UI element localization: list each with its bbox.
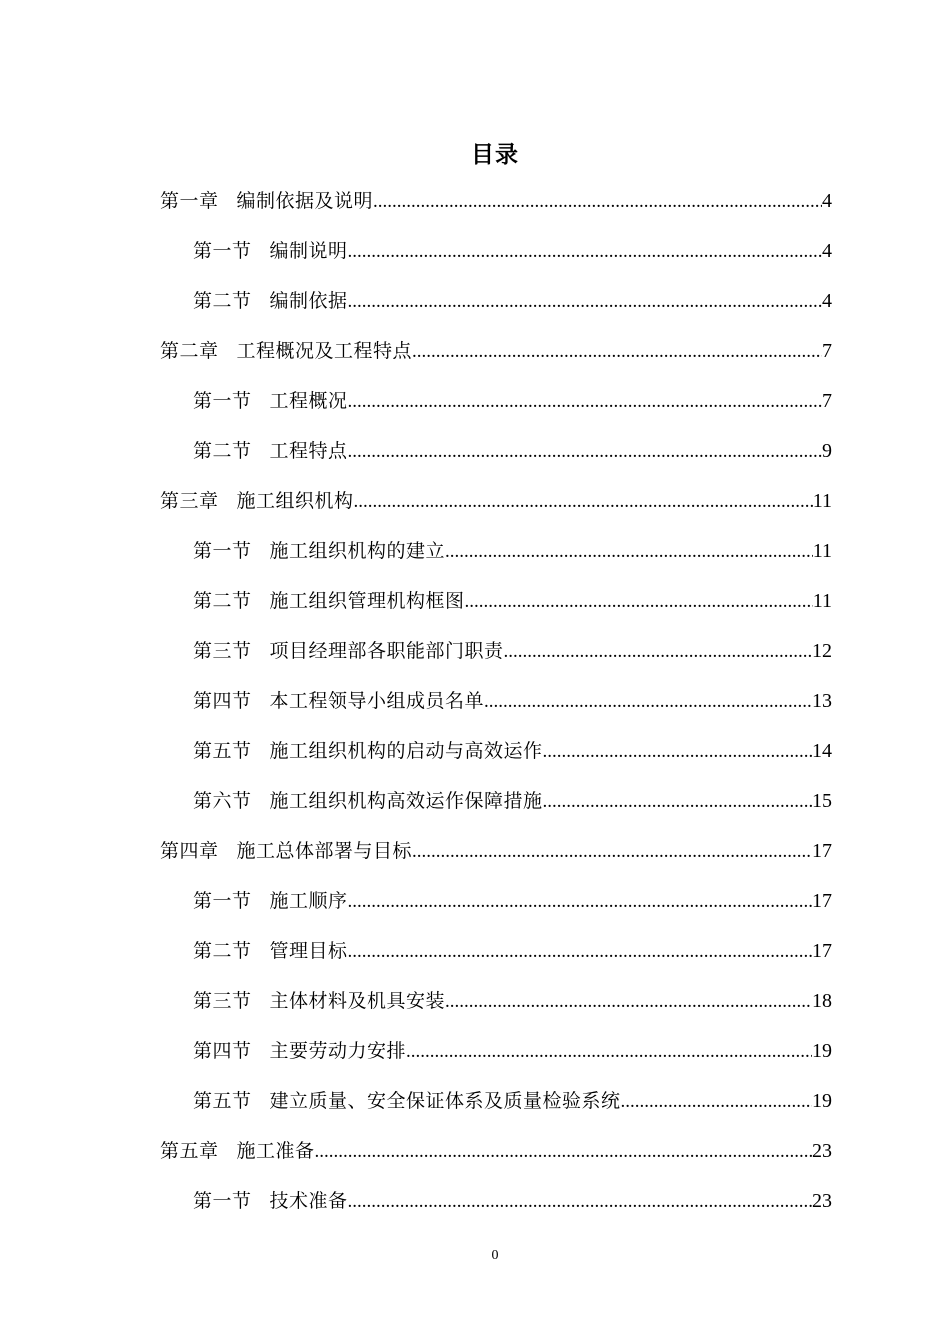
dot-leader bbox=[348, 377, 822, 427]
toc-entry-page: 19 bbox=[812, 1040, 832, 1062]
page-number: 0 bbox=[491, 1248, 499, 1263]
dot-leader bbox=[543, 727, 812, 777]
toc-entry-text: 工程特点 bbox=[269, 440, 348, 462]
toc-entry-text: 编制依据 bbox=[269, 290, 348, 312]
dot-leader bbox=[348, 927, 812, 977]
toc-entry-text: 编制依据及说明 bbox=[236, 190, 374, 212]
toc-entry-text: 施工准备 bbox=[236, 1140, 315, 1162]
toc-entry-number: 第一节 bbox=[193, 240, 252, 262]
toc-entry-number: 第三节 bbox=[193, 990, 252, 1012]
toc-entry-section[interactable] bbox=[0, 726, 950, 776]
toc-entry-page: 15 bbox=[812, 790, 832, 812]
toc-entry-page: 9 bbox=[822, 440, 832, 462]
toc-entry-text: 技术准备 bbox=[269, 1190, 348, 1212]
dot-leader bbox=[373, 177, 822, 227]
toc-entry-number: 第二节 bbox=[193, 440, 252, 462]
toc-entry-section[interactable] bbox=[0, 1026, 950, 1076]
toc-entry-number: 第一节 bbox=[193, 540, 252, 562]
toc-entry-page: 4 bbox=[822, 190, 832, 212]
toc-entry-chapter-2[interactable] bbox=[0, 326, 950, 376]
toc-entry-number: 第五节 bbox=[193, 740, 252, 762]
toc-entry-page: 7 bbox=[822, 340, 832, 362]
dot-leader bbox=[445, 977, 812, 1027]
toc-entry-text: 主要劳动力安排 bbox=[269, 1040, 407, 1062]
toc-entry-number: 第四节 bbox=[193, 1040, 252, 1062]
toc-entry-number: 第三章 bbox=[160, 490, 219, 512]
toc-entry-section[interactable] bbox=[0, 776, 950, 826]
toc-entry-section[interactable] bbox=[0, 626, 950, 676]
toc-entry-chapter-3[interactable] bbox=[0, 476, 950, 526]
toc-entry-page: 11 bbox=[812, 590, 832, 612]
toc-entry-number: 第四节 bbox=[193, 690, 252, 712]
toc-entry-page: 4 bbox=[822, 290, 832, 312]
dot-leader bbox=[465, 577, 813, 627]
toc-entry-text: 施工顺序 bbox=[269, 890, 348, 912]
dot-leader bbox=[354, 477, 813, 527]
toc-entry-section[interactable] bbox=[0, 576, 950, 626]
toc-entry-number: 第一节 bbox=[193, 890, 252, 912]
dot-leader bbox=[445, 527, 813, 577]
dot-leader bbox=[348, 227, 822, 277]
toc-entry-section[interactable] bbox=[0, 676, 950, 726]
toc-entry-number: 第二节 bbox=[193, 590, 252, 612]
toc-entry-section[interactable] bbox=[0, 526, 950, 576]
toc-entry-number: 第一章 bbox=[160, 190, 219, 212]
toc-entry-text: 管理目标 bbox=[269, 940, 348, 962]
toc-entry-text: 施工组织管理机构框图 bbox=[269, 590, 465, 612]
toc-entry-page: 11 bbox=[812, 540, 832, 562]
dot-leader bbox=[315, 1127, 812, 1177]
toc-entry-page: 11 bbox=[812, 490, 832, 512]
toc-entry-chapter-1[interactable] bbox=[0, 176, 950, 226]
toc-entry-text: 本工程领导小组成员名单 bbox=[269, 690, 485, 712]
toc-entry-number: 第五节 bbox=[193, 1090, 252, 1112]
toc-entry-page: 13 bbox=[812, 690, 832, 712]
dot-leader bbox=[543, 777, 812, 827]
toc-entry-chapter-5[interactable] bbox=[0, 1126, 950, 1176]
toc-entry-page: 19 bbox=[812, 1090, 832, 1112]
toc-entry-section[interactable] bbox=[0, 1076, 950, 1126]
toc-entry-number: 第一节 bbox=[193, 390, 252, 412]
toc-entry-text: 主体材料及机具安装 bbox=[269, 990, 446, 1012]
toc-entry-number: 第五章 bbox=[160, 1140, 219, 1162]
toc-entry-number: 第一节 bbox=[193, 1190, 252, 1212]
toc-entry-number: 第二节 bbox=[193, 290, 252, 312]
toc-entry-page: 14 bbox=[812, 740, 832, 762]
dot-leader bbox=[406, 1027, 812, 1077]
toc-entry-page: 17 bbox=[812, 840, 832, 862]
toc-entry-text: 施工总体部署与目标 bbox=[236, 840, 413, 862]
dot-leader bbox=[348, 877, 812, 927]
dot-leader bbox=[348, 277, 822, 327]
toc-entry-page: 23 bbox=[812, 1140, 832, 1162]
toc-entry-page: 12 bbox=[812, 640, 832, 662]
dot-leader bbox=[412, 327, 822, 377]
toc-entry-text: 施工组织机构的建立 bbox=[269, 540, 446, 562]
toc-entry-text: 编制说明 bbox=[269, 240, 348, 262]
toc-entry-page: 17 bbox=[812, 940, 832, 962]
toc-entry-page: 4 bbox=[822, 240, 832, 262]
dot-leader bbox=[484, 677, 812, 727]
toc-entry-section[interactable] bbox=[0, 926, 950, 976]
toc-entry-chapter-4[interactable] bbox=[0, 826, 950, 876]
toc-title: 目录 bbox=[471, 142, 519, 168]
toc-entry-page: 23 bbox=[812, 1190, 832, 1212]
toc-entry-text: 施工组织机构 bbox=[236, 490, 354, 512]
toc-entry-text: 工程概况 bbox=[269, 390, 348, 412]
dot-leader bbox=[348, 427, 822, 477]
toc-entry-section[interactable] bbox=[0, 226, 950, 276]
toc-entry-section[interactable] bbox=[0, 426, 950, 476]
toc-entry-text: 施工组织机构的启动与高效运作 bbox=[269, 740, 543, 762]
toc-entry-page: 17 bbox=[812, 890, 832, 912]
toc-entry-text: 建立质量、安全保证体系及质量检验系统 bbox=[269, 1090, 621, 1112]
toc-entry-page: 18 bbox=[812, 990, 832, 1012]
toc-entry-section[interactable] bbox=[0, 876, 950, 926]
toc-entry-number: 第二章 bbox=[160, 340, 219, 362]
toc-entry-text: 项目经理部各职能部门职责 bbox=[269, 640, 504, 662]
toc-entry-section[interactable] bbox=[0, 976, 950, 1026]
toc-entry-number: 第二节 bbox=[193, 940, 252, 962]
dot-leader bbox=[348, 1177, 812, 1227]
dot-leader bbox=[504, 627, 812, 677]
toc-entry-number: 第六节 bbox=[193, 790, 252, 812]
toc-entry-text: 工程概况及工程特点 bbox=[236, 340, 413, 362]
toc-entry-section[interactable] bbox=[0, 376, 950, 426]
toc-entry-text: 施工组织机构高效运作保障措施 bbox=[269, 790, 543, 812]
toc-entry-section[interactable] bbox=[0, 276, 950, 326]
dot-leader bbox=[621, 1077, 812, 1127]
toc-entry-page: 7 bbox=[822, 390, 832, 412]
dot-leader bbox=[412, 827, 812, 877]
toc-entry-number: 第四章 bbox=[160, 840, 219, 862]
toc-entry-number: 第三节 bbox=[193, 640, 252, 662]
toc-entry-section[interactable] bbox=[0, 1176, 950, 1226]
